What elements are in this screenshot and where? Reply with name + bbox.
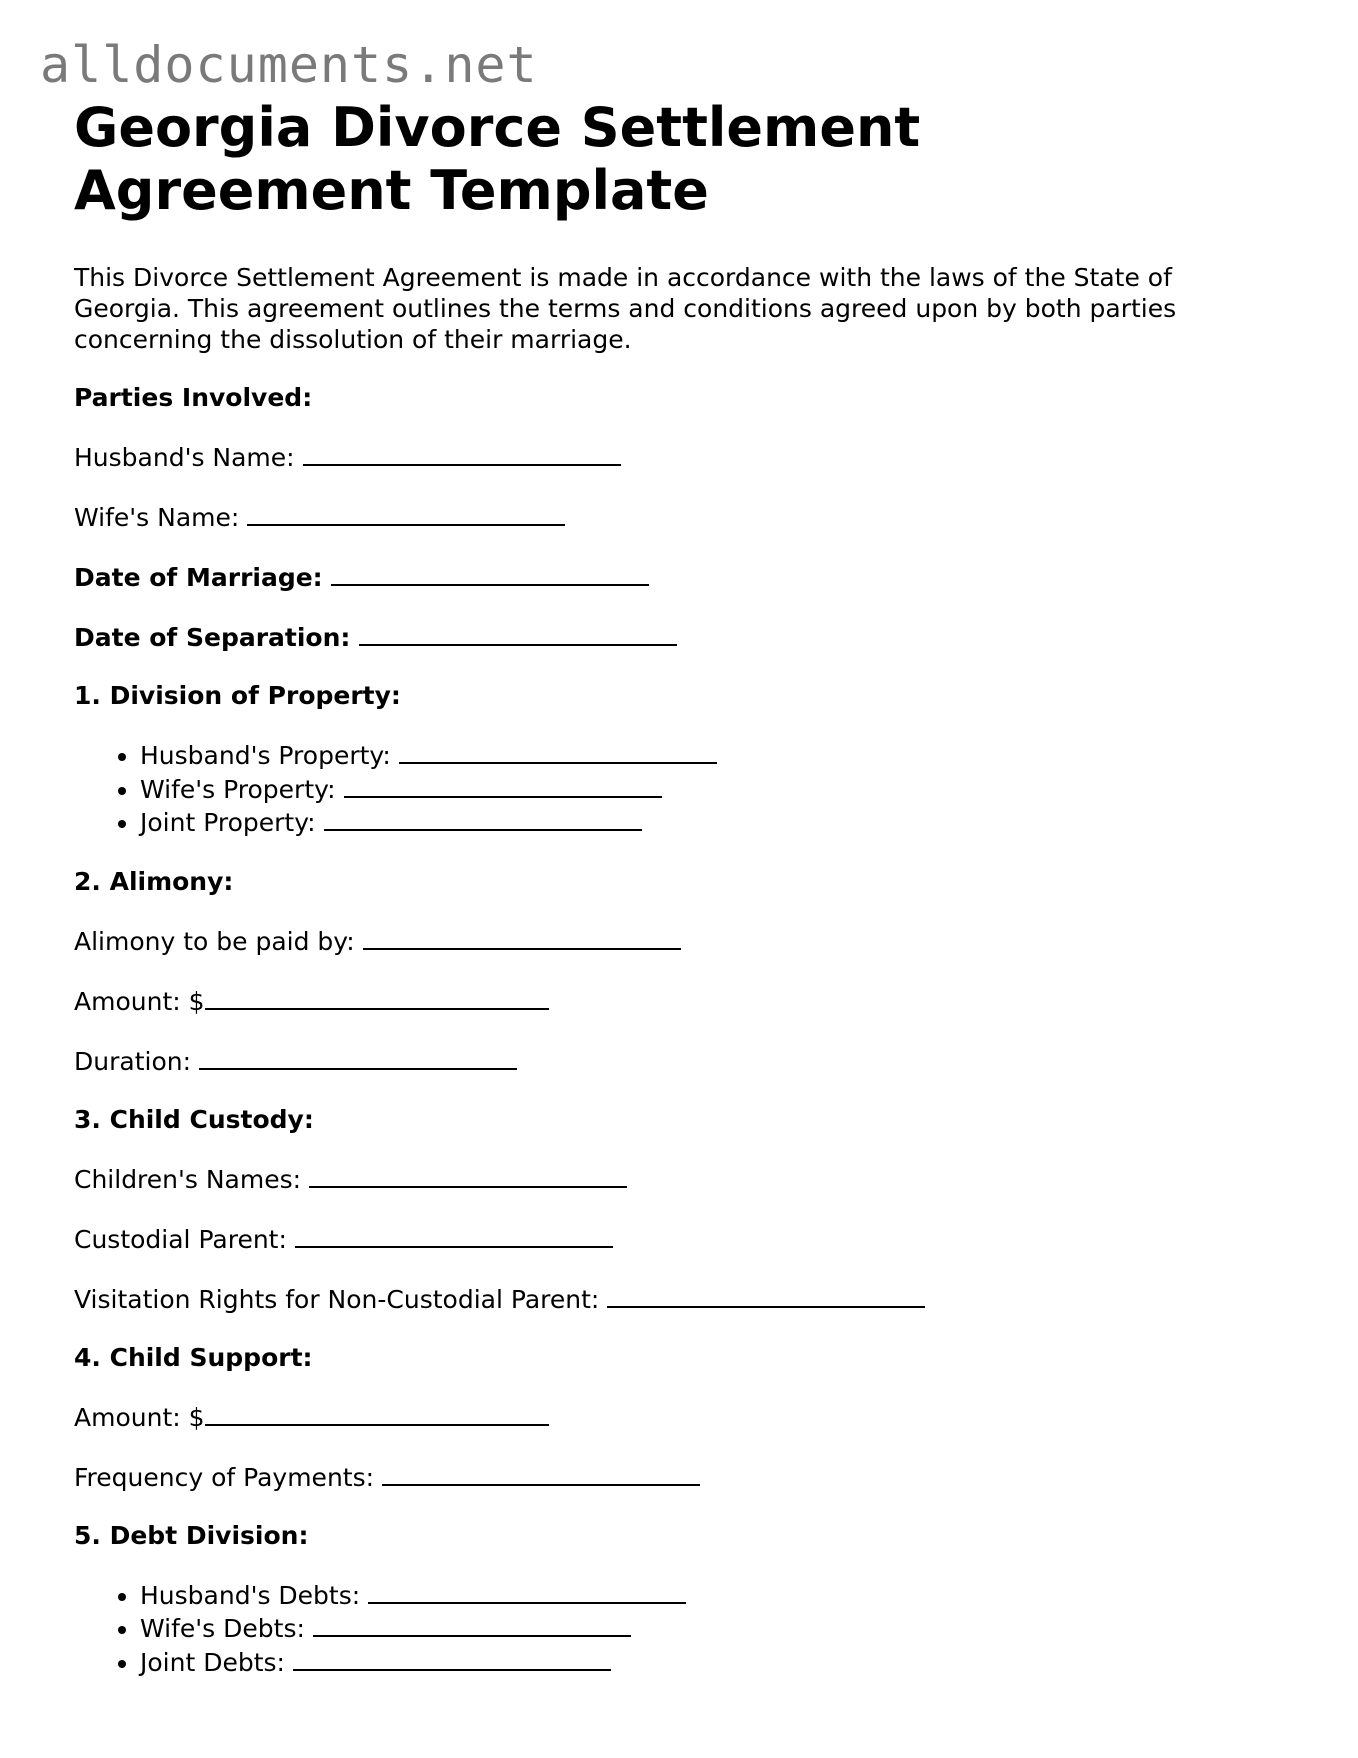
- custodial-parent-field[interactable]: [295, 1222, 613, 1248]
- list-item: [140, 772, 1274, 806]
- husband-property-label: Husband's Property:: [140, 741, 391, 770]
- children-names-field[interactable]: [309, 1162, 627, 1188]
- alimony-duration-label: Duration:: [74, 1046, 192, 1076]
- support-heading: 4. Child Support:: [74, 1342, 313, 1372]
- support-amount-label: Amount: $: [74, 1402, 205, 1432]
- list-item: [140, 805, 1274, 839]
- joint-property-label: Joint Property:: [140, 808, 316, 837]
- joint-debts-label: Joint Debts:: [140, 1647, 285, 1677]
- payment-frequency-row: [74, 1460, 1274, 1493]
- list-item: [140, 738, 1274, 772]
- custody-heading: 3. Child Custody:: [74, 1104, 314, 1134]
- alimony-heading: 2. Alimony:: [74, 866, 234, 896]
- alimony-amount-row: [74, 984, 1274, 1017]
- alimony-paid-by-label: Alimony to be paid by:: [74, 926, 355, 956]
- children-names-row: [74, 1162, 1274, 1195]
- husband-name-label: Husband's Name:: [74, 443, 295, 472]
- parties-heading: Parties Involved:: [74, 383, 313, 412]
- wife-name-field[interactable]: [247, 500, 565, 526]
- list-item: [140, 1645, 1274, 1679]
- document-page: [74, 96, 1274, 1678]
- husband-name-field[interactable]: [303, 440, 621, 466]
- marriage-date-row: [74, 560, 1274, 593]
- husband-name-row: [74, 440, 1274, 473]
- husband-debts-label: Husband's Debts:: [140, 1580, 361, 1610]
- alimony-paid-by-row: [74, 924, 1274, 957]
- list-item: [140, 1611, 1274, 1645]
- wife-name-row: [74, 500, 1274, 533]
- debt-list: [74, 1578, 1274, 1679]
- wife-debts-field[interactable]: [313, 1611, 631, 1637]
- payment-frequency-field[interactable]: [382, 1460, 700, 1486]
- page-title: Georgia Divorce Settlement Agreement Template: [74, 96, 921, 222]
- visitation-label: Visitation Rights for Non-Custodial Parent:: [74, 1284, 600, 1314]
- support-amount-field[interactable]: [205, 1400, 549, 1426]
- list-item: [140, 1578, 1274, 1612]
- visitation-field[interactable]: [607, 1282, 925, 1308]
- custodial-parent-label: Custodial Parent:: [74, 1224, 287, 1254]
- children-names-label: Children's Names:: [74, 1164, 302, 1194]
- property-list: [74, 738, 1274, 839]
- custodial-parent-row: [74, 1222, 1274, 1255]
- wife-name-label: Wife's Name:: [74, 503, 240, 532]
- separation-date-label: Date of Separation:: [74, 623, 351, 652]
- wife-property-label: Wife's Property:: [140, 774, 336, 804]
- joint-property-field[interactable]: [324, 805, 642, 831]
- wife-debts-label: Wife's Debts:: [140, 1614, 305, 1643]
- separation-date-row: [74, 620, 1274, 653]
- alimony-duration-field[interactable]: [199, 1044, 517, 1070]
- visitation-row: [74, 1282, 1274, 1315]
- marriage-date-label: Date of Marriage:: [74, 563, 323, 592]
- support-amount-row: [74, 1400, 1274, 1433]
- watermark: alldocuments.net: [40, 36, 538, 94]
- husband-debts-field[interactable]: [368, 1578, 686, 1604]
- marriage-date-field[interactable]: [331, 560, 649, 586]
- alimony-amount-label: Amount: $: [74, 986, 205, 1016]
- payment-frequency-label: Frequency of Payments:: [74, 1462, 375, 1492]
- alimony-paid-by-field[interactable]: [363, 924, 681, 950]
- husband-property-field[interactable]: [399, 738, 717, 764]
- joint-debts-field[interactable]: [293, 1645, 611, 1671]
- property-heading: 1. Division of Property:: [74, 681, 401, 710]
- alimony-amount-field[interactable]: [205, 984, 549, 1010]
- alimony-duration-row: [74, 1044, 1274, 1077]
- intro-paragraph: This Divorce Settlement Agreement is made in accordance with the laws of the State of Georgia. This agreement outlines the terms and conditions agreed upon by both parties concerning the dissolution of their marriage.: [74, 263, 1177, 354]
- debt-heading: 5. Debt Division:: [74, 1520, 309, 1550]
- separation-date-field[interactable]: [359, 620, 677, 646]
- wife-property-field[interactable]: [344, 772, 662, 798]
